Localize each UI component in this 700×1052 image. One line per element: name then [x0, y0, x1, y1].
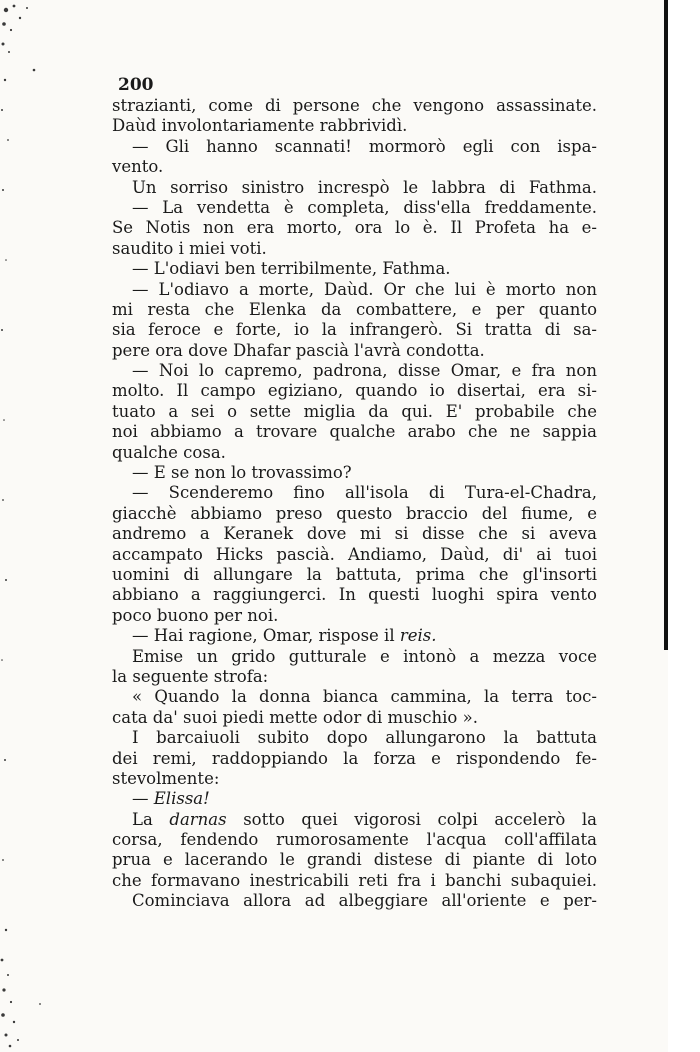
text-line-content: Emise un grido gutturale e intonò a mezza voce [132, 646, 597, 666]
text-line [112, 198, 597, 218]
text-line-content: accampato Hicks pascià. Andiamo, Daùd, di' ai tuoi [112, 544, 597, 564]
text-line-content: molto. Il campo egiziano, quando io disertai, era si- [112, 381, 597, 401]
text-line-content: mi resta che Elenka da combattere, e per quanto [112, 299, 597, 319]
text-line-italic: darnas [169, 809, 227, 829]
text-line [112, 545, 597, 565]
text-line [112, 443, 597, 463]
text-line-content: dei remi, raddoppiando la forza e rispondendo fe- [112, 748, 597, 768]
text-line [112, 218, 597, 238]
text-line-content: — Hai ragione, Omar, rispose il [132, 626, 400, 646]
page-edge-speckles [0, 0, 60, 1052]
text-line [112, 239, 597, 259]
text-line [112, 830, 597, 850]
text-line-content: — Noi lo capremo, padrona, disse Omar, e fra non [132, 361, 597, 381]
text-line-italic: reis. [399, 626, 437, 646]
text-line-content: abbiano a raggiungerci. In questi luoghi spira vento [112, 585, 597, 605]
text-line [112, 667, 597, 687]
text-line [112, 504, 597, 524]
text-line [112, 341, 597, 361]
text-line-content: la seguente strofa: [112, 666, 269, 686]
text-line [112, 749, 597, 769]
text-line-content: Daùd involontariamente rabbrividì. [112, 116, 408, 136]
text-line-content: sotto quei vigorosi colpi accelerò la [226, 809, 597, 829]
text-line-content: stevolmente: [112, 768, 220, 788]
text-line [112, 810, 597, 830]
text-line [112, 891, 597, 911]
text-line-content: — Scenderemo fino all'isola di Tura-el-Chadra, [132, 483, 597, 503]
text-line-content: corsa, fendendo rumorosamente l'acqua coll'affilata [112, 830, 597, 850]
text-line-content: sia feroce e forte, io la infrangerò. Si tratta di sa- [112, 320, 597, 340]
text-line-content: saudito i miei voti. [112, 238, 267, 258]
text-line [112, 320, 597, 340]
text-line [112, 565, 597, 585]
text-line-italic: Elissa! [153, 789, 210, 809]
text-line-content: « Quando la donna bianca cammina, la terra toc- [132, 687, 597, 707]
text-line [112, 280, 597, 300]
text-line [112, 463, 597, 483]
text-line-content: — [132, 789, 154, 809]
text-line [112, 300, 597, 320]
text-line [112, 789, 597, 809]
text-line [112, 585, 597, 605]
text-line [112, 137, 597, 157]
text-line [112, 850, 597, 870]
text-line [112, 381, 597, 401]
text-line [112, 402, 597, 422]
text-line [112, 422, 597, 442]
text-line [112, 524, 597, 544]
text-line-content: poco buono per noi. [112, 605, 279, 625]
text-line-content: — Gli hanno scannati! mormorò egli con ispa- [132, 136, 597, 156]
text-line-content: giacchè abbiamo preso questo braccio del fiume, e [112, 503, 597, 523]
text-line [112, 708, 597, 728]
text-line [112, 871, 597, 891]
text-line-content: — La vendetta è completa, diss'ella freddamente. [132, 197, 597, 217]
text-line-content: cata da' suoi piedi mette odor di muschio ». [112, 707, 478, 727]
text-line-content: che formavano inestricabili reti fra i banchi subaquiei. [112, 870, 597, 890]
text-line [112, 361, 597, 381]
text-line [112, 157, 597, 177]
text-line-content: Se Notis non era morto, ora lo è. Il Profeta ha e- [112, 218, 597, 238]
text-line-content: uomini di allungare la battuta, prima che gl'insorti [112, 564, 597, 584]
text-line [112, 178, 597, 198]
page-margin-right [668, 0, 700, 1052]
text-line-content: — L'odiavo a morte, Daùd. Or che lui è morto non [132, 279, 597, 299]
text-line-content: prua e lacerando le grandi distese di piante di loto [112, 850, 597, 870]
text-line [112, 606, 597, 626]
text-line-content: vento. [112, 157, 164, 177]
text-line-content: strazianti, come di persone che vengono assassinate. [112, 96, 597, 115]
text-line-content: I barcaiuoli subito dopo allungarono la battuta [132, 728, 597, 748]
text-line-prefix: La [132, 809, 170, 829]
text-line [112, 647, 597, 667]
text-line-content: andremo a Keranek dove mi si disse che si aveva [112, 524, 597, 544]
text-line-content: noi abbiamo a trovare qualche arabo che ne sappia [112, 422, 597, 442]
book-page [112, 74, 597, 912]
text-line [112, 96, 597, 116]
text-line [112, 483, 597, 503]
text-line-content: Un sorriso sinistro increspò le labbra di Fathma. [132, 177, 597, 197]
text-line [112, 626, 597, 646]
text-line-content: Cominciava allora ad albeggiare all'oriente e per- [132, 891, 597, 911]
text-line-content: tuato a sei o sette miglia da qui. E' probabile che [112, 401, 597, 421]
text-line [112, 259, 597, 279]
text-line-content: qualche cosa. [112, 442, 226, 462]
text-line-content: — E se non lo trovassimo? [132, 463, 352, 483]
text-line-content: — L'odiavi ben terribilmente, Fathma. [132, 259, 451, 279]
page-text-body [112, 96, 597, 912]
text-line-content: pere ora dove Dhafar pascià l'avrà condotta. [112, 340, 485, 360]
text-line [112, 769, 597, 789]
text-line [112, 728, 597, 748]
page-number: 200 [118, 75, 154, 95]
text-line [112, 687, 597, 707]
text-line [112, 116, 597, 136]
